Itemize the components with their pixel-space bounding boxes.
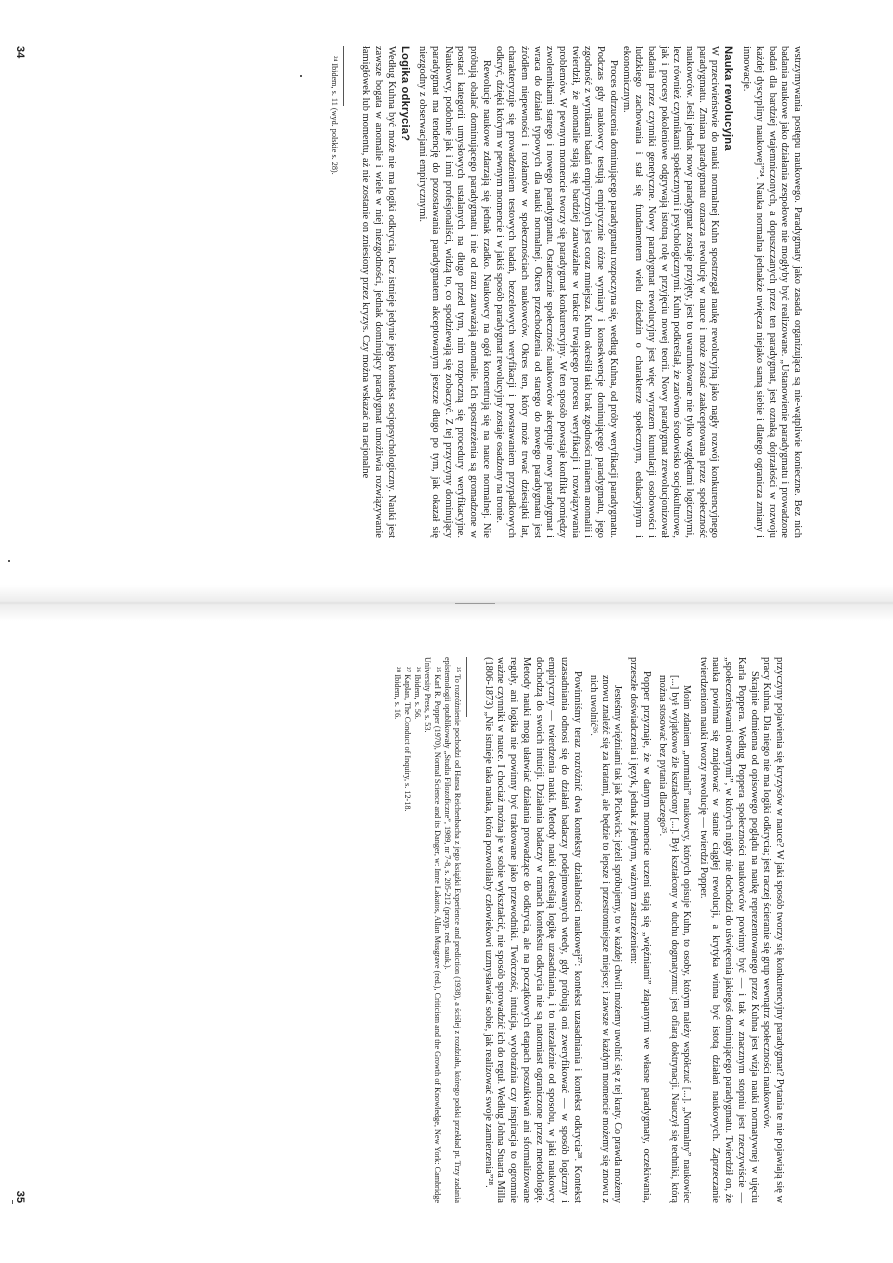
page-number-35: 35 [14, 1190, 26, 1203]
scan-speck [300, 75, 302, 77]
section1-paragraph-2: Proces odrzucenia dominującego paradygmatu rozpoczyna się, według Kuhna, od próby weryfikacji paradygmatu. Podczas gdy naukowcy testują empirycznie różne wymiary i konsekwencje dominującego paradygmatu, jego zgodność z wynikami badań empirycznych jest coraz mniejsza. Kuhn określił taki brak zgodności mianem anomalii i twierdził, że anomalie stają się bardziej zauważalne w trakcie trwającego procesu weryfikacji i rozwiązywania problemów. W pewnym momencie tworzy się paradygmat konkurencyjny. W ten sposób powstaje konflikt pomiędzy zwolennikami starego i nowego paradygmatu. Ostatecznie społeczność naukowców akceptuje nowy paradygmat i wraca do działań typowych dla nauki normalnej. Okres przechodzenia od starego do nowego paradygmatu jest źródłem niepewności i rozłamów w społecznościach naukowców. Okres ten, który może trwać dziesiątki lat, charakteryzuje się prowadzeniem testowych badań, bezcelowych weryfikacji i powstawaniem przypadkowych odkryć, dzięki którym w pewnym momencie i w jakiś sposób paradygmat rewolucyjny zostaje osadzony na tronie. [493, 46, 619, 538]
popper-paragraph: Skrajnie odmienna od opisowego poglądu na naukę reprezentowanego przez Kuhna jest wizja nauki normatywnej w ujęciu Karla Poppera. Według Poppera społeczności naukowców powinny być — i tak w znacznym stopniu jest rzeczywiście — „społeczeństwami otwartymi”, w których nigdy nie dochodzi do uświęcenia jakiegoś dominującego paradygmatu. Twierdził on, że nauka powinna się znajdować w stanie ciągłej rewolucji, a krytyka winna być istotą działań naukowych. Zaprzeczanie twierdzeniom nauki tworzy rewolucję — twierdzi Popper. [697, 657, 760, 1203]
footnote: ²⁸ Ibidem, s. 16. [393, 667, 403, 720]
block-quote: Jesteśmy więźniami tak jak Pickwick: jeżeli spróbujemy, to w każdej chwili możemy uwolnić się z tej kraty. Co prawda możemy znowu znaleźć się za kratami, ale będzie to lepsze i przestronniejsze miejsce; i zawsze w każdym momencie możemy się znowu z nich uwolnić²⁶. [587, 675, 623, 1203]
contexts-paragraph: Powinniśmy teraz rozróżnić dwa konteksty działalności naukowej²⁷: kontekst uzasadniania i kontekst odkrycia²⁸. Kontekst uzasadniania odnosi się do działań badaczy podejmowanych wtedy, gdy próbują oni zweryfikować — w sposób logiczny i empiryczny — twierdzenia nauki. Metody nauki określają logikę uzasadniania, i to niezależnie od sposobu, w jaki naukowcy dochodzą do swoich intuicji. Działania badaczy w ramach kontekstu odkrycia nie są natomiast ograniczone przez metodologię. Metody nauki mogą ułatwiać działania prowadzące do odkrycia, ale na początkowych etapach poszukiwań ani sformalizowane reguły, ani logika nie powinny być traktowane jako przewodniki. Twórczość, intuicja, wyobraźnia czy inspiracja to ogromnie ważne czynniki w nauce. I chociaż można je w sobie wykształcić, nie sposób sprowadzić ich do reguł. Według Johna Stuarta Milla (1806-1873) „Nie istnieje taka nauka, która pozwoliłaby człowiekowi uzmysławiać sobie, jak realizować swoje zamierzenia”²⁸. [482, 657, 583, 1203]
page-34-opening-paragraph: wstrzymywania postępu naukowego. Paradygmaty jako zasada organizująca są nie-wątpliwie konieczne. Bez nich badania naukowe jako działania zespołowe nie mogłyby być realizowane. „Ustanowienie paradygmatu i prowadzone badań dla bardziej wtajemniczonych, a dopuszczanych przez ten paradygmat, jest oznaką dojrzałości w rozwoju każdej dyscypliny naukowej”²⁴. Nauka normalna jednakże uwięcza niejako samą siebie i dlatego ogranicza zmiany i innowacje. [741, 46, 803, 538]
section-heading-logika-odkrycia: Logika odkrycia? [398, 46, 411, 142]
section-heading-nauka-rewolucyjna: Nauka rewolucyjna [722, 46, 735, 151]
prisoners-paragraph: Popper przyznaje, że w danym momencie uczeni stają się „więźniami” złapanymi we własne paradygmaty, oczekiwania, przeszłe doświadczenia i język, jednak z jednym, ważnym zastrzeżeniem: [628, 657, 653, 1203]
footnote: ²⁶ Ibidem, s. 56. [413, 667, 423, 720]
section2-paragraph: Według Kuhna być może nie ma logiki odkrycia, lecz istnieje jedynie jego kontekst socjopsychologiczny. Nauki jest zawsze bogata w anomalie i wiele w niej niezgodności, jednak dominujący paradygmat umożliwia rozwiązywanie łamigłówek lub momentu, aż nie zostanie on zniesiony przez kryzys. Czy można wskazać na racjonalne [360, 46, 397, 538]
section1-paragraph-1: W przeciwieństwie do nauki normalnej Kuhn spostrzegał naukę rewolucyjną jako nagły rozwój konkurencyjnego paradygmatu. Zmiana paradygmatu oznacza rewolucję w nauce i może zostać zaakceptowana przez społeczność naukowców. Jeśli jednak nowy paradygmat zostaje przyjęty, jest to uwarunkowane nie tylko względami logicznymi, lecz również czynnikami społecznymi i psychologicznymi. Kuhn podkreślał, że zarówno środowisko socjokulturowe, jak i procesy pokoleniowe odgrywają istotną rolę w przyjęciu nowej teorii. Nowy paradygmat zrewolucjonizował badania przez czynniki genetyczne. Nowy paradygmat rewolucyjny jest więc wyrazem kumulacji osobowości i ludzkiego zachowania i stał się fundamentem wielu dziedzin o charakterze społecznym, edukacyjnym i ekonomicznym. [620, 46, 721, 538]
footnote: ²⁷ Kaplan, The Conduct of Inquiry, s. 12-18. [403, 667, 413, 812]
footnote: ²⁴ Ibidem, s. 11 (wyd. polskie s. 28). [330, 56, 340, 175]
section1-paragraph-3: Rewolucje naukowe zdarzają się jednak rzadko. Naukowcy na ogół koncentrują się na nauce normalnej. Nie próbują obalać dominującego paradygmatu i nie od razu zauważają anomalie. Ich spostrzeżenia są gromadzone w postaci kategorii umysłowych ustalanych na długo przed tym, nim rozpoczną się procedury weryfikacyjne. Naukowcy, podobnie jak i inni profesjonaliści, widzą to, co spodziewają się zobaczyć. Z tej przyczyny dominujący paradygmat ma tendencję do pozostawania paradygmatem akceptowanym jeszcze długo po tym, jak okazał się niezgodny z obserwacjami empirycznymi. [417, 46, 492, 538]
block-quote: Moim zdaniem „normalni” naukowcy, których opisuje Kuhn, to osoby, którym należy współczuć [...]. „Normalny” naukowiec [...] był wyjątkowo źle kształcony [...]. Był kształcony w duchu dogmatyzmu: jest ofiarą doktrynacji. Nauczył się techniki, którą można stosować bez pytania dlaczego²⁵. [657, 675, 693, 1203]
scan-speck [455, 603, 495, 604]
page-35-opening-paragraph: przyczyny pojawienia się kryzysów w nauce? W jaki sposób tworzy się konkurencyjny paradygmat? Pytania te nie pojawiają się w pracy Kuhna. Dla niego nie ma logiki odkrycia; jest raczej ścieranie się grup wewnątrz społeczności naukowców. [761, 657, 785, 1203]
footnote: ²⁵ To rozróżnienie pochodzi od Hansa Reichenbacha z jego książki Experience and prediction (1938), a ściślej z rozdziału, którego polski przekład pt. Trzy zadania epistemologii opublikowały „Studia Filozoficzne”, 1989, nr 7-8, s. 205-212 (przyp. red. nauk.). [443, 657, 463, 1203]
scan-speck [8, 560, 10, 562]
footnote: ²⁵ Karl R. Popper (1970), Normal Science and its Danger, w: Imre Lakatos, Allan Musgrave (red.), Criticism and the Growth of Knowledge, New York: Cambridge University Press, s. 53. [423, 657, 443, 1203]
page-number-34: 34 [14, 46, 26, 59]
scan-speck [12, 1200, 13, 1204]
